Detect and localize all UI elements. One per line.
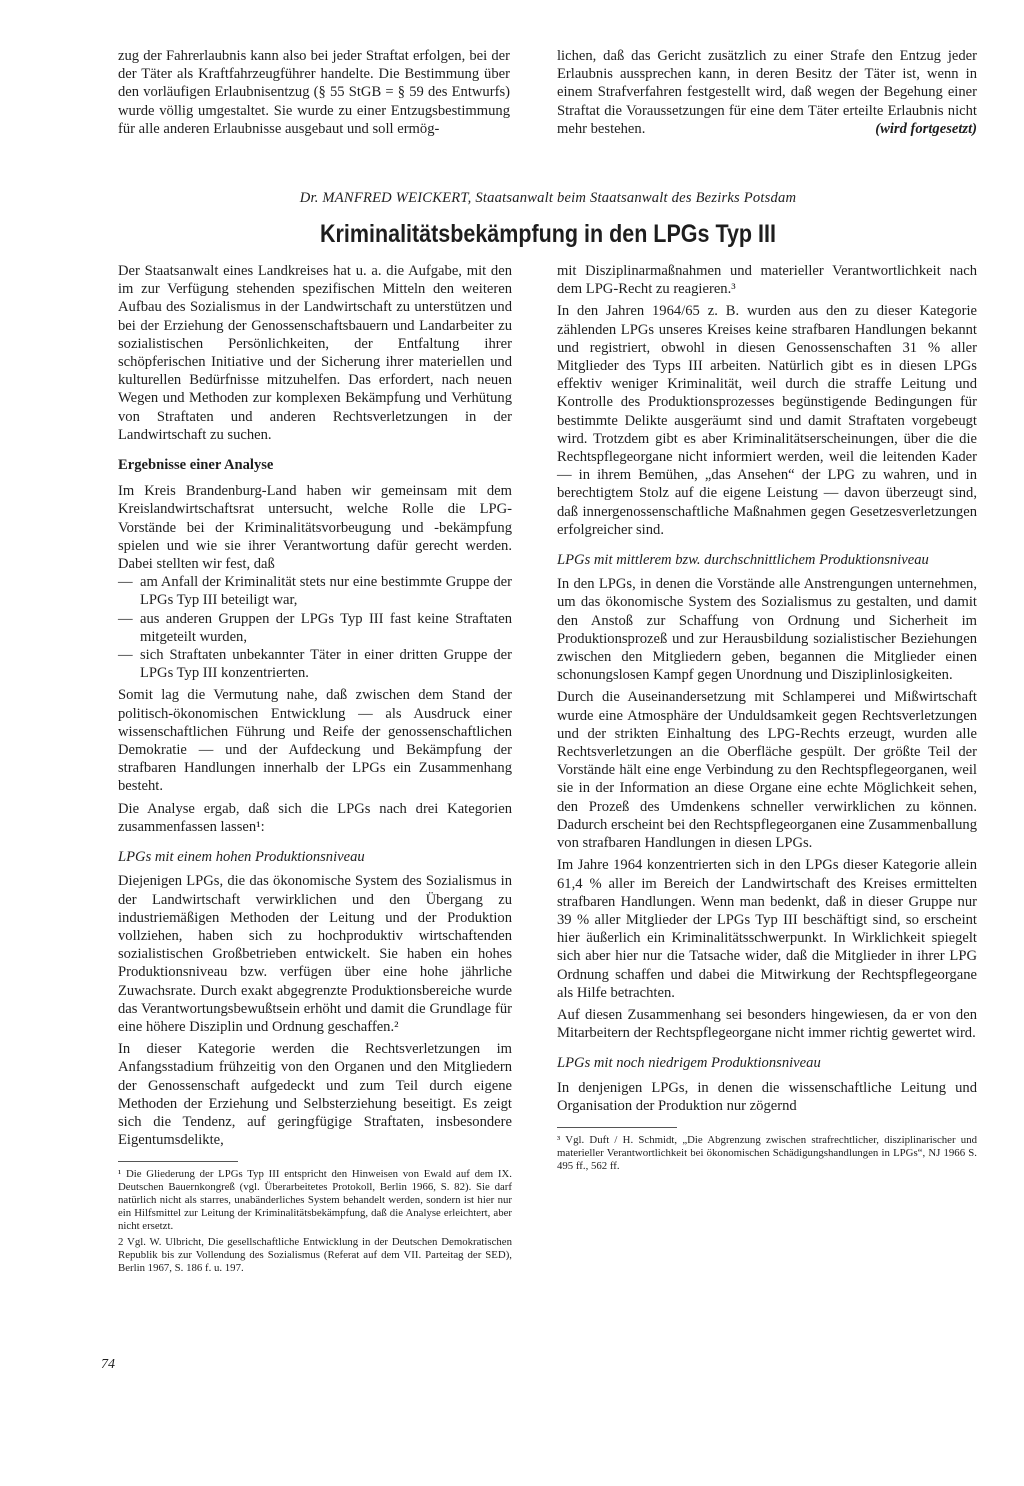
footnote-rule [557, 1127, 677, 1128]
footnote-rule [118, 1161, 238, 1162]
list-item: — sich Straftaten unbekannter Täter in einer dritten Gruppe der LPGs Typ III konzentrierten. [118, 647, 512, 682]
paragraph: lichen, daß das Gericht zusätzlich zu einer Strafe den Entzug jeder Erlaubnis aussprechen kann, in deren Besitz der Täter ist, wenn in einem Strafverfahren festgestellt wird, daß wegen der Begehung einer Straftat die Voraussetzungen für eine dem Täter erteilte Erlaubnis nicht mehr bestehen. (wird fortgesetzt) [557, 48, 977, 137]
continued-note: (wird fortgesetzt) [875, 120, 977, 137]
dash-bullet: — [118, 574, 133, 591]
right-column [557, 262, 977, 1176]
page-number: 74 [101, 1357, 115, 1372]
dash-bullet: — [118, 610, 133, 627]
paragraph: In dieser Kategorie werden die Rechtsverletzungen im Anfangsstadium frühzeitig von den Organen und den Mitgliedern der Genossenschaft aufgedeckt und zum Teil durch eigene Methoden der Erziehung und Selbsterziehung beseitigt. Es zeigt sich die Tendenz, auf geringfügige Straftaten, insbesondere Eigentumsdelikte, [118, 1041, 512, 1149]
article-title: Kriminalitätsbekämpfung in den LPGs Typ III [320, 220, 776, 248]
section-heading: Ergebnisse einer Analyse [118, 457, 274, 474]
list-item: — am Anfall der Kriminalität stets nur eine bestimmte Gruppe der LPGs Typ III beteiligt war, [118, 574, 512, 609]
paragraph: Die Analyse ergab, daß sich die LPGs nach drei Kategorien zusammenfassen lassen¹: [118, 800, 512, 835]
top-left-column [118, 47, 510, 138]
footnotes [557, 1127, 977, 1173]
paragraph: In den LPGs, in denen die Vorstände alle Anstrengungen unternehmen, um das ökonomische System des Sozialismus zu gestalten, und damit den Anstoß zur Schaffung von Ordnung und Sicherheit im Produktionsprozeß und zur Herausbildung sozialistischer Beziehungen zwischen den Mitgliedern geben, begannen die Mitglieder einen schonungslosen Kampf gegen Unordnung und Disziplinlosigkeiten. [557, 576, 977, 684]
paragraph: Somit lag die Vermutung nahe, daß zwischen dem Stand der politisch-ökonomischen Entwicklung — als Ausdruck einer wissenschaftlichen Führung und Reife der genossenschaftlichen Demokratie — und der Aufdeckung und Bekämpfung der strafbaren Handlungen innerhalb der LPGs ein Zusammenhang besteht. [118, 687, 512, 795]
paragraph: Auf diesen Zusammenhang sei besonders hingewiesen, da er von den Mitarbeitern der Rechtspflegeorgane nicht immer richtig gewertet wird. [557, 1006, 977, 1042]
footnote: 2 Vgl. W. Ulbricht, Die gesellschaftliche Entwicklung in der Deutschen Demokratischen Republik bis zur Vollendung des Sozialismus (Referat auf dem VII. Parteitag der SED), Berlin 1967, S. 186 f. u. 197. [118, 1236, 512, 1275]
paragraph: In den Jahren 1964/65 z. B. wurden aus den zu dieser Kategorie zählenden LPGs unseres Kreises keine strafbaren Handlungen bekannt und registriert, obwohl in diesen Genossenschaften 31 % aller Mitglieder des Typs III arbeiten. Natürlich gibt es in diesen LPGs effektiv weniger Kriminalität, weil durch die straffe Leitung und Kontrolle des Produktionsprozesses begünstigende Bedingungen für bestimmte Delikte ausgeräumt sind und damit Straftaten vorgebeugt wird. Trotzdem gibt es aber Kriminalitätserscheinungen, über die die Rechtspflegeorgane nicht informiert werden, weil die leitenden Kader — in ihrem Bemühen, „das Ansehen“ der LPG zu wahren, und in berechtigtem Stolz auf die eigene Leistung — davon überzeugt sind, daß innergenossenschaftliche Maßnahmen gegen Gesetzesverletzungen erfolgreicher sind. [557, 303, 977, 538]
paragraph: mit Disziplinarmaßnahmen und materieller Verantwortlichkeit nach dem LPG-Recht zu reagieren.³ [557, 263, 977, 298]
footnotes [118, 1161, 512, 1275]
section-heading: LPGs mit noch niedrigem Produktionsniveau [557, 1055, 821, 1072]
footnote: ¹ Die Gliederung der LPGs Typ III entspricht den Hinweisen von Ewald auf dem IX. Deutschen Bauernkongreß (vgl. Überarbeitetes Protokoll, Berlin 1966, S. 82). Sie darf natürlich nicht als starres, unabänderliches System behandelt werden, sondern ist hier nur ein Hilfsmittel zur Leitung der Kriminalitätsbekämpfung, daß die Analyse erleichtert, aber nicht ersetzt. [118, 1168, 512, 1233]
left-column [118, 262, 512, 1278]
footnote: ³ Vgl. Duft / H. Schmidt, „Die Abgrenzung zwischen strafrechtlicher, disziplinarischer und materieller Verantwortlichkeit bei ökonomischen Schädigungshandlungen in LPGs“, NJ 1966 S. 495 ff., 562 ff. [557, 1133, 977, 1172]
section-heading: LPGs mit mittlerem bzw. durchschnittlichem Produktionsniveau [557, 552, 929, 569]
paragraph: Durch die Auseinandersetzung mit Schlamperei und Mißwirtschaft wurde eine Atmosphäre der Unduldsamkeit gegen Rechtsverletzungen und der strikten Einhaltung des LPG-Rechts erzeugt, wurden alle Rechtsverletzungen an die Oberfläche gespült. Der größte Teil der Vorstände hält eine enge Verbindung zu den Rechtspflegeorganen, weil sie in der Information an diese Organe eine echte Möglichkeit sehen, den Prozeß des Umdenkens schneller verwirklichen zu können. Dadurch erscheint bei den Rechtspflegeorganen eine Zusammenballung von strafbaren Handlungen in diesen LPGs. [557, 689, 977, 852]
paragraph: Im Jahre 1964 konzentrierten sich in den LPGs dieser Kategorie allein 61,4 % aller im Bereich der Landwirtschaft des Kreises ermittelten strafbaren Handlungen. Wenn man bedenkt, daß in dieser Gruppe nur 39 % aller Mitglieder der LPGs Typ III beschäftigt sind, so erscheint hier äußerlich ein Kriminalitätsschwerpunkt. In Wirklichkeit spiegelt sich aber hier nur die Tatsache wider, daß die Mitglieder in ihrer LPG Ordnung schaffen und dabei die Mitwirkung der Rechtspflegeorgane als Hilfe betrachten. [557, 857, 977, 1001]
paragraph: Diejenigen LPGs, die das ökonomische System des Sozialismus in der Landwirtschaft verwirklichen und den Übergang zu industriemäßigen Methoden der Leitung und der Produktion vollziehen, haben sich zu hochproduktiv wirtschaftenden sozialistischen Großbetrieben entwickelt. Sie haben ein hohes Produktionsniveau bzw. verfügen über eine hohe jährliche Zuwachsrate. Durch exakt abgegrenzte Produktionsbereiche wurde das Verantwortungsbewußtsein erhöht und damit die Grundlage für eine höhere Disziplin und Ordnung geschaffen.² [118, 873, 512, 1035]
paragraph: zug der Fahrerlaubnis kann also bei jeder Straftat erfolgen, bei der der Täter als Kraftfahrzeugführer handelte. Die Bestimmung über den vorläufigen Erlaubnisentzug (§ 55 StGB = § 59 des Entwurfs) wurde völlig umgestaltet. Sie wurde zu einer Entzugsbestimmung für alle anderen Erlaubnisse ausgebaut und soll ermög- [118, 48, 510, 137]
paragraph: Im Kreis Brandenburg-Land haben wir gemeinsam mit dem Kreislandwirtschaftsrat untersucht, welche Rolle die LPG-Vorstände bei der Kriminalitätsvorbeugung und -bekämpfung spielen und wie sie ihrer Verantwortung dafür gerecht werden. Dabei stellten wir fest, daß [118, 483, 512, 573]
dash-bullet: — [118, 647, 133, 664]
paragraph: Der Staatsanwalt eines Landkreises hat u. a. die Aufgabe, mit den im zur Verfügung stehenden spezifischen Mitteln den weiteren Aufbau des Sozialismus in der Landwirtschaft zu unterstützen und bei der Erziehung der Genossenschaftsbauern und Landarbeiter zu sozialistischen Persönlichkeiten, der Entfaltung ihrer schöpferischen Initiative und der Sicherung ihrer materiellen und kulturellen Bedürfnisse mitzuhelfen. Das erfordert, nach neuen Wegen und Methoden zur komplexen Bekämpfung und Verhütung von Straftaten und anderen Rechtsverletzungen in der Landwirtschaft zu suchen. [118, 263, 512, 443]
section-heading: LPGs mit einem hohen Produktionsniveau [118, 849, 365, 866]
list-item: — aus anderen Gruppen der LPGs Typ III fast keine Straftaten mitgeteilt wurden, [118, 610, 512, 645]
author-byline: Dr. MANFRED WEICKERT, Staatsanwalt beim Staatsanwalt des Bezirks Potsdam [299, 190, 797, 206]
top-right-column [557, 47, 977, 138]
paragraph: In denjenigen LPGs, in denen die wissenschaftliche Leitung und Organisation der Produktion nur zögernd [557, 1079, 977, 1114]
